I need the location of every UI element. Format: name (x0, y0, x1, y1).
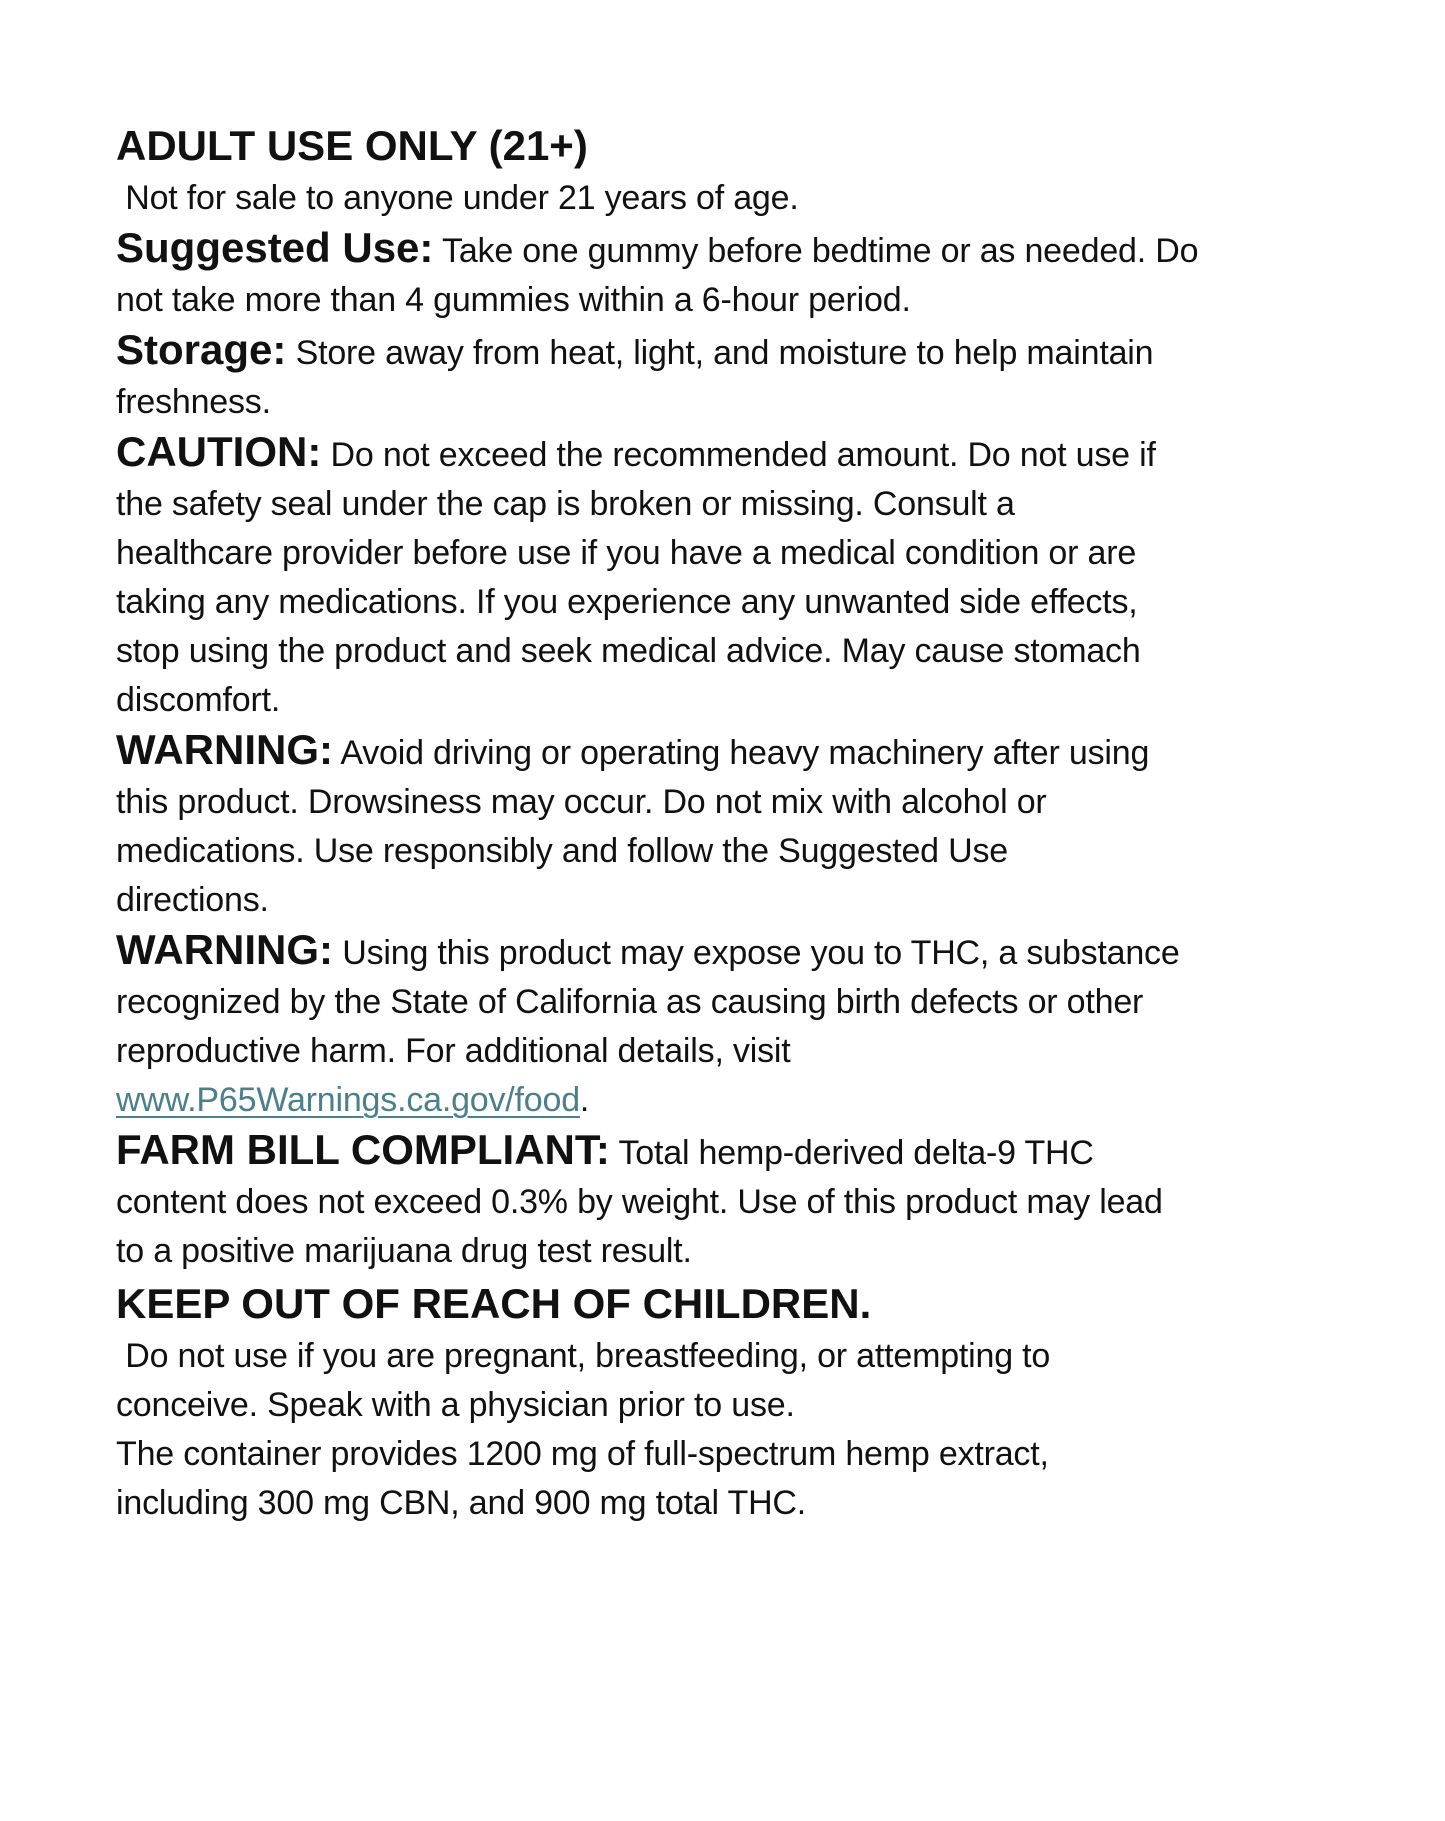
warning-driving-line-1 (116, 725, 1348, 778)
suggested-use-text-2: not take more than 4 gummies within a 6-hour period. (116, 281, 911, 319)
warning-prop65-text-1: Using this product may expose you to THC, a substance (332, 934, 1180, 972)
farm-bill-line-1 (116, 1125, 1348, 1178)
children-section (116, 1276, 1348, 1528)
warning-driving-text-2: this product. Drowsiness may occur. Do not mix with alcohol or (116, 783, 1047, 821)
adult-use-text: Not for sale to anyone under 21 years of age. (116, 179, 799, 217)
caution-label: CAUTION: (116, 428, 322, 475)
farm-bill-label: FARM BILL COMPLIANT: (116, 1126, 610, 1173)
container-contents-text-2: including 300 mg CBN, and 900 mg total THC. (116, 1484, 807, 1522)
warning-driving-text-4: directions. (116, 881, 269, 919)
caution-text-4: taking any medications. If you experience any unwanted side effects, (116, 583, 1138, 621)
adult-use-section (116, 118, 1348, 223)
warning-prop65-label: WARNING: (116, 926, 333, 973)
children-text-1: Do not use if you are pregnant, breastfeeding, or attempting to (116, 1337, 1051, 1375)
farm-bill-section (116, 1125, 1348, 1276)
storage-text-1: Store away from heat, light, and moisture to help maintain (286, 334, 1154, 372)
container-contents-text-1: The container provides 1200 mg of full-spectrum hemp extract, (116, 1435, 1049, 1473)
suggested-use-text-1: Take one gummy before bedtime or as needed. Do (433, 232, 1199, 270)
warning-prop65-line-4 (116, 1076, 1348, 1125)
warning-driving-section (116, 725, 1348, 925)
storage-text-2: freshness. (116, 383, 271, 421)
storage-label: Storage: (116, 326, 287, 373)
caution-text-3: healthcare provider before use if you have a medical condition or are (116, 534, 1137, 572)
warning-prop65-text-3: reproductive harm. For additional details, visit (116, 1032, 791, 1070)
warning-prop65-line-1 (116, 925, 1348, 978)
caution-text-2: the safety seal under the cap is broken or missing. Consult a (116, 485, 1015, 523)
warning-prop65-text-2: recognized by the State of California as causing birth defects or other (116, 983, 1144, 1021)
caution-text-1: Do not exceed the recommended amount. Do not use if (321, 436, 1156, 474)
product-label-text (116, 118, 1348, 1528)
suggested-use-label: Suggested Use: (116, 224, 434, 271)
warning-driving-text-3: medications. Use responsibly and follow the Suggested Use (116, 832, 1008, 870)
suggested-use-line-1 (116, 223, 1348, 276)
storage-line-1 (116, 325, 1348, 378)
storage-section (116, 325, 1348, 427)
warning-driving-label: WARNING: (116, 726, 333, 773)
children-heading: KEEP OUT OF REACH OF CHILDREN. (116, 1280, 872, 1327)
farm-bill-text-1: Total hemp-derived delta-9 THC (609, 1134, 1094, 1172)
warning-prop65-section (116, 925, 1348, 1125)
caution-section (116, 427, 1348, 725)
farm-bill-text-2: content does not exceed 0.3% by weight. Use of this product may lead (116, 1183, 1163, 1221)
caution-line-1 (116, 427, 1348, 480)
adult-use-heading: ADULT USE ONLY (21+) (116, 122, 588, 169)
warning-driving-text-1: Avoid driving or operating heavy machinery after using (332, 734, 1150, 772)
caution-text-6: discomfort. (116, 681, 281, 719)
children-text-2: conceive. Speak with a physician prior to use. (116, 1386, 795, 1424)
caution-text-5: stop using the product and seek medical advice. May cause stomach (116, 632, 1141, 670)
p65-warnings-link[interactable]: www.P65Warnings.ca.gov/food (116, 1081, 580, 1119)
suggested-use-section (116, 223, 1348, 325)
farm-bill-text-3: to a positive marijuana drug test result. (116, 1232, 692, 1270)
p65-link-period: . (579, 1081, 590, 1119)
